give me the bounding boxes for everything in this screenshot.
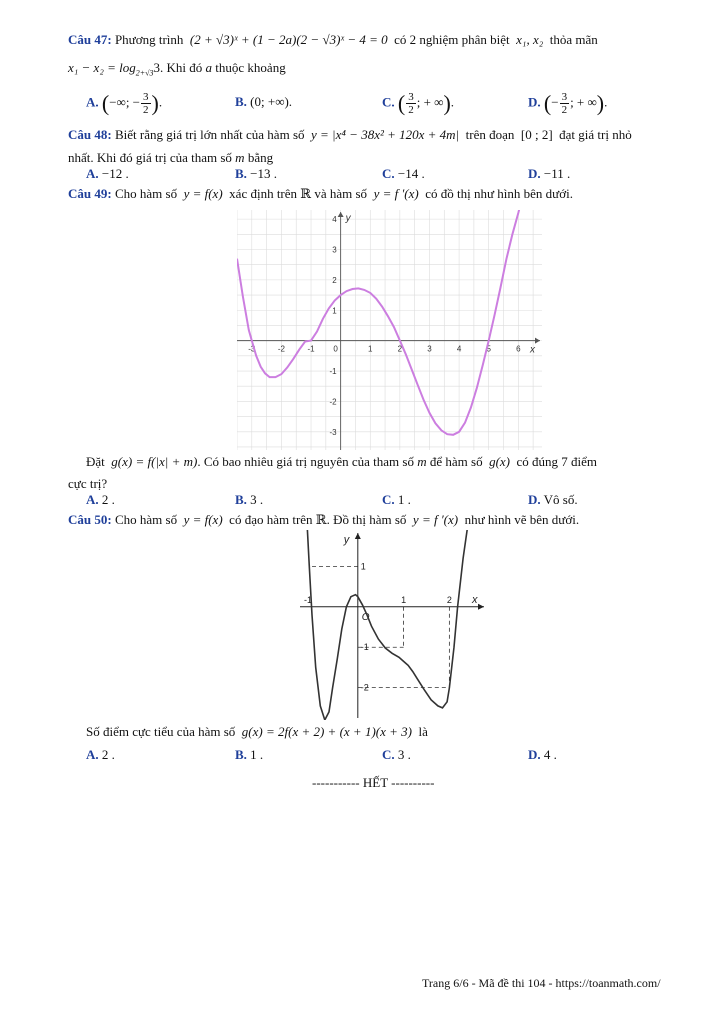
q48-option-d[interactable] [528, 166, 570, 182]
q47-option-c[interactable]: C. ( $\frac{3}{2}$ ; + ∞). [382, 90, 455, 116]
option-letter: D. [528, 166, 541, 181]
x-tick-label: 6 [516, 344, 521, 354]
q50-derivative: y = f ′(x) [412, 512, 459, 527]
q50-derivative-graph [296, 530, 486, 720]
option-value: − [551, 94, 559, 110]
q47-option-a[interactable]: A. (−∞; − $\frac{3}{2}$ ). [86, 90, 163, 116]
q49-line-1 [68, 186, 573, 202]
q48-text: đạt giá trị nhỏ [559, 127, 632, 142]
q50-line-2 [86, 724, 428, 740]
q47-label: Câu 47: [68, 32, 112, 47]
q47-line-1 [68, 32, 598, 48]
q47-var-a: a [205, 60, 213, 75]
option-letter: A. [86, 94, 99, 110]
q50-text: có đạo hàm trên ℝ. Đồ thị hàm số [229, 512, 407, 527]
q49-text: có đúng 7 điểm [516, 454, 598, 469]
q49-label: Câu 49: [68, 186, 112, 201]
x-tick-label: 2 [397, 344, 403, 354]
q49-derivative-graph [237, 210, 542, 450]
x-axis-arrow [478, 604, 484, 610]
end-marker: ----------- HẾT ---------- [312, 775, 435, 790]
x-tick-label: 5 [486, 344, 491, 354]
y-tick-label: -3 [329, 427, 337, 437]
q49-text: Cho hàm số [114, 186, 178, 201]
x-axis-label: x [530, 344, 535, 356]
q48-line-1 [68, 127, 632, 143]
option-value: 3 . [397, 747, 411, 762]
y-tick-label: 3 [332, 245, 337, 255]
q50-label: Câu 50: [68, 512, 112, 527]
q47-option-b[interactable] [235, 91, 292, 113]
frac-den: 2 [143, 104, 149, 116]
q48-text: Biết rằng giá trị lớn nhất của hàm số [114, 127, 305, 142]
x-axis-label: x [472, 593, 478, 606]
q50-option-d[interactable] [528, 747, 557, 763]
option-value: 1 . [250, 747, 264, 762]
option-letter: C. [382, 747, 395, 762]
option-letter: B. [235, 747, 247, 762]
q47-text: thỏa mãn [549, 32, 598, 47]
q47-line-2 [68, 60, 286, 82]
q48-function: y = |x⁴ − 38x² + 120x + 4m| [311, 127, 460, 142]
q48-label: Câu 48: [68, 127, 112, 142]
option-value: −13 . [250, 166, 278, 181]
q47-text: có 2 nghiệm phân biệt [394, 32, 510, 47]
q48-text: nhất. Khi đó giá trị của tham số [68, 150, 232, 165]
option-letter: C. [382, 492, 395, 507]
q48-text: bằng [247, 150, 274, 165]
q49-option-b[interactable] [235, 492, 263, 508]
q47-option-d[interactable]: D. (− $\frac{3}{2}$ ; + ∞). [528, 90, 608, 116]
option-value: 2 . [101, 492, 115, 507]
q50-function: y = f(x) [183, 512, 223, 527]
option-value: −∞; − [109, 94, 141, 110]
x-tick-label: 2 [446, 594, 452, 605]
frac-num: 3 [561, 91, 568, 103]
option-letter: D. [528, 94, 541, 110]
series-line-fprime [307, 530, 467, 720]
q49-option-d[interactable] [528, 492, 578, 508]
q49-var-m: m [417, 454, 427, 469]
q50-text: là [418, 724, 428, 739]
q49-derivative: y = f ′(x) [373, 186, 419, 201]
option-value: −11 . [543, 166, 571, 181]
origin-label: O [361, 611, 370, 623]
q47-condition: x₁ − x₂ = log [68, 60, 136, 75]
q47-roots: x₁, x₂ [516, 32, 544, 47]
option-value: 2 . [101, 747, 115, 762]
q49-g-function: g(x) = f(|x| + m) [111, 454, 198, 469]
option-letter: B. [235, 94, 247, 109]
x-tick-label: 3 [427, 344, 432, 354]
q49-line-3 [68, 476, 107, 492]
option-letter: A. [86, 166, 99, 181]
q49-option-a[interactable] [86, 492, 115, 508]
q49-text: có đồ thị như hình bên dưới. [425, 186, 573, 201]
y-tick-label: 2 [332, 275, 337, 285]
option-value: (0; +∞). [250, 94, 293, 109]
q47-log-base: 2+√3 [135, 68, 154, 78]
frac-num: 3 [143, 91, 149, 103]
option-letter: C. [382, 94, 395, 110]
x-tick-label: -2 [277, 344, 285, 354]
frac-den: 2 [408, 104, 414, 116]
y-axis-label: y [345, 213, 351, 224]
q50-text: như hình vẽ bên dưới. [464, 512, 580, 527]
q50-option-c[interactable] [382, 747, 411, 763]
x-tick-label: 0 [333, 344, 338, 354]
option-letter: D. [528, 492, 541, 507]
option-letter: D. [528, 747, 541, 762]
q48-line-2 [68, 150, 273, 166]
q47-condition-tail: 3 [153, 60, 161, 75]
option-letter: A. [86, 492, 99, 507]
q49-text: . Có bao nhiêu giá trị nguyên của tham số [197, 454, 414, 469]
q50-option-a[interactable] [86, 747, 115, 763]
option-letter: C. [382, 166, 395, 181]
option-value: 1 . [397, 492, 411, 507]
q50-g-function: g(x) = 2f(x + 2) + (x + 1)(x + 3) [241, 724, 412, 739]
option-value: 3 . [250, 492, 264, 507]
frac-den: 2 [561, 104, 568, 116]
page-footer: Trang 6/6 - Mã đề thi 104 - https://toanmath.com/ [422, 976, 661, 990]
q48-interval: [0 ; 2] [520, 127, 553, 142]
q47-text: thuộc khoảng [215, 60, 286, 75]
q49-gx: g(x) [489, 454, 511, 469]
q47-text: . Khi đó [160, 60, 203, 75]
q49-text: để hàm số [429, 454, 483, 469]
q48-text: trên đoạn [465, 127, 515, 142]
x-tick-label: -1 [307, 344, 315, 354]
option-value: ; + ∞ [416, 94, 444, 110]
q48-var-m: m [235, 150, 245, 165]
y-tick-label: -1 [360, 642, 369, 653]
option-letter: B. [235, 166, 247, 181]
x-tick-label: 4 [456, 344, 462, 354]
q50-text: Số điểm cực tiểu của hàm số [86, 724, 236, 739]
q49-text: xác định trên ℝ và hàm số [229, 186, 368, 201]
y-tick-label: 1 [360, 561, 366, 572]
y-tick-label: 4 [332, 215, 337, 225]
q50-option-b[interactable] [235, 747, 263, 763]
q49-option-c[interactable] [382, 492, 411, 508]
q49-function: y = f(x) [183, 186, 223, 201]
option-letter: A. [86, 747, 99, 762]
q49-text: cực trị? [68, 476, 108, 491]
option-value: ; + ∞ [570, 94, 597, 110]
q49-text: Đặt [86, 454, 105, 469]
x-tick-label: -3 [248, 344, 256, 354]
q47-text: Phương trình [114, 32, 184, 47]
option-value: −12 . [101, 166, 129, 181]
option-value: Vô số. [543, 492, 578, 507]
q48-option-a[interactable] [86, 166, 129, 182]
q50-text: Cho hàm số [114, 512, 178, 527]
frac-num: 3 [408, 91, 414, 103]
option-letter: B. [235, 492, 247, 507]
q48-option-b[interactable] [235, 166, 277, 182]
q48-option-c[interactable] [382, 166, 425, 182]
y-tick-label: -2 [360, 682, 369, 693]
q50-line-1 [68, 512, 579, 528]
y-tick-label: -1 [329, 367, 337, 377]
y-axis-label: y [343, 534, 350, 546]
q47-equation: (2 + √3)ˣ + (1 − 2a)(2 − √3)ˣ − 4 = 0 [189, 32, 388, 47]
x-tick-label: 1 [368, 344, 373, 354]
option-value: 4 . [543, 747, 557, 762]
y-tick-label: 1 [332, 306, 337, 316]
y-tick-label: -2 [329, 397, 337, 407]
q49-line-2 [86, 454, 597, 470]
y-axis-arrow [355, 533, 361, 539]
x-tick-label: 1 [401, 594, 407, 605]
x-tick-label: -1 [304, 594, 313, 605]
option-value: −14 . [397, 166, 425, 181]
plot-background [237, 210, 542, 450]
